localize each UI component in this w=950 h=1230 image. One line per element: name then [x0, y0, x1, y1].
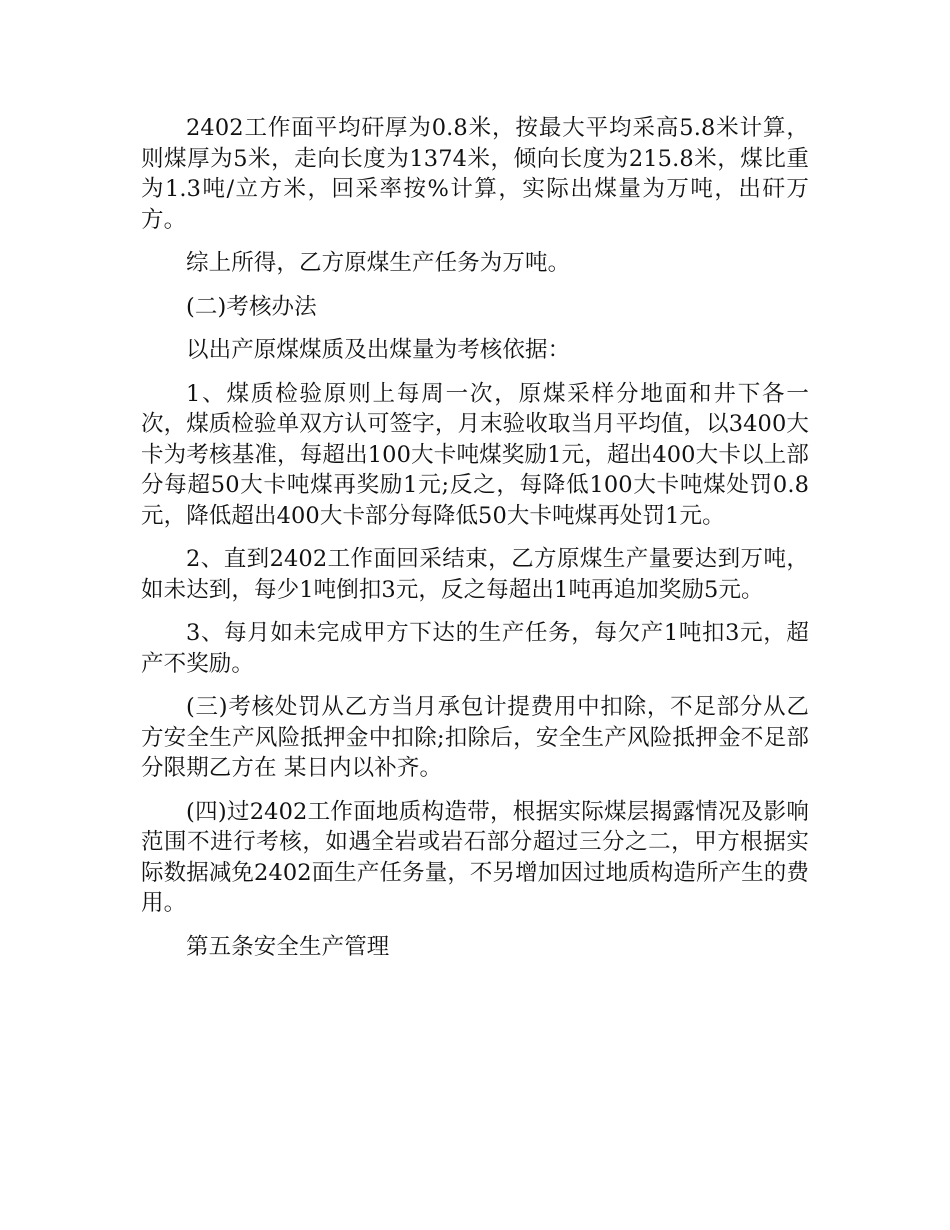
paragraph-assessment-basis: 以出产原煤煤质及出煤量为考核依据： — [186, 337, 571, 363]
section-heading-article-5: 第五条安全生产管理 — [186, 933, 390, 960]
document-body — [141, 113, 809, 975]
paragraph-coal-calculation: 2402工作面平均矸厚为0.8米，按最大平均采高5.8米计算，则煤厚为5米，走向长度为1374米，倾向长度为215.8米，煤比重为1.3吨/立方米，回采率按%计算，实际出煤量为万吨，出矸万方。 — [141, 115, 809, 233]
paragraph-summary: 综上所得，乙方原煤生产任务为万吨。 — [186, 250, 571, 276]
paragraph-item-2-production: 2、直到2402工作面回采结束，乙方原煤生产量要达到万吨，如未达到，每少1吨倒扣3元，反之每超出1吨再追加奖励5元。 — [141, 546, 809, 603]
paragraph-section-4-geology: (四)过2402工作面地质构造带，根据实际煤层揭露情况及影响范围不进行考核，如遇全岩或岩石部分超过三分之二，甲方根据实际数据减免2402面生产任务量，不另增加因过地质构造所产生的费用。 — [141, 798, 809, 916]
paragraph-item-3-monthly-task: 3、每月如未完成甲方下达的生产任务，每欠产1吨扣3元，超产不奖励。 — [141, 620, 809, 677]
paragraph-section-3-penalty: (三)考核处罚从乙方当月承包计提费用中扣除，不足部分从乙方安全生产风险抵押金中扣除;扣除后，安全生产风险抵押金不足部分限期乙方在 某日内以补齐。 — [141, 694, 809, 781]
section-heading-assessment-method: (二)考核办法 — [186, 293, 317, 320]
paragraph-item-1-coal-quality: 1、煤质检验原则上每周一次，原煤采样分地面和井下各一次，煤质检验单双方认可签字，月末验收取当月平均值，以3400大卡为考核基准，每超出100大卡吨煤奖励1元，超出400大卡以上部分每超50大卡吨煤再奖励1元;反之，每降低100大卡吨煤处罚0.8元，降低超出400大卡部分每降低50大卡吨煤再处罚1元。 — [141, 380, 809, 529]
